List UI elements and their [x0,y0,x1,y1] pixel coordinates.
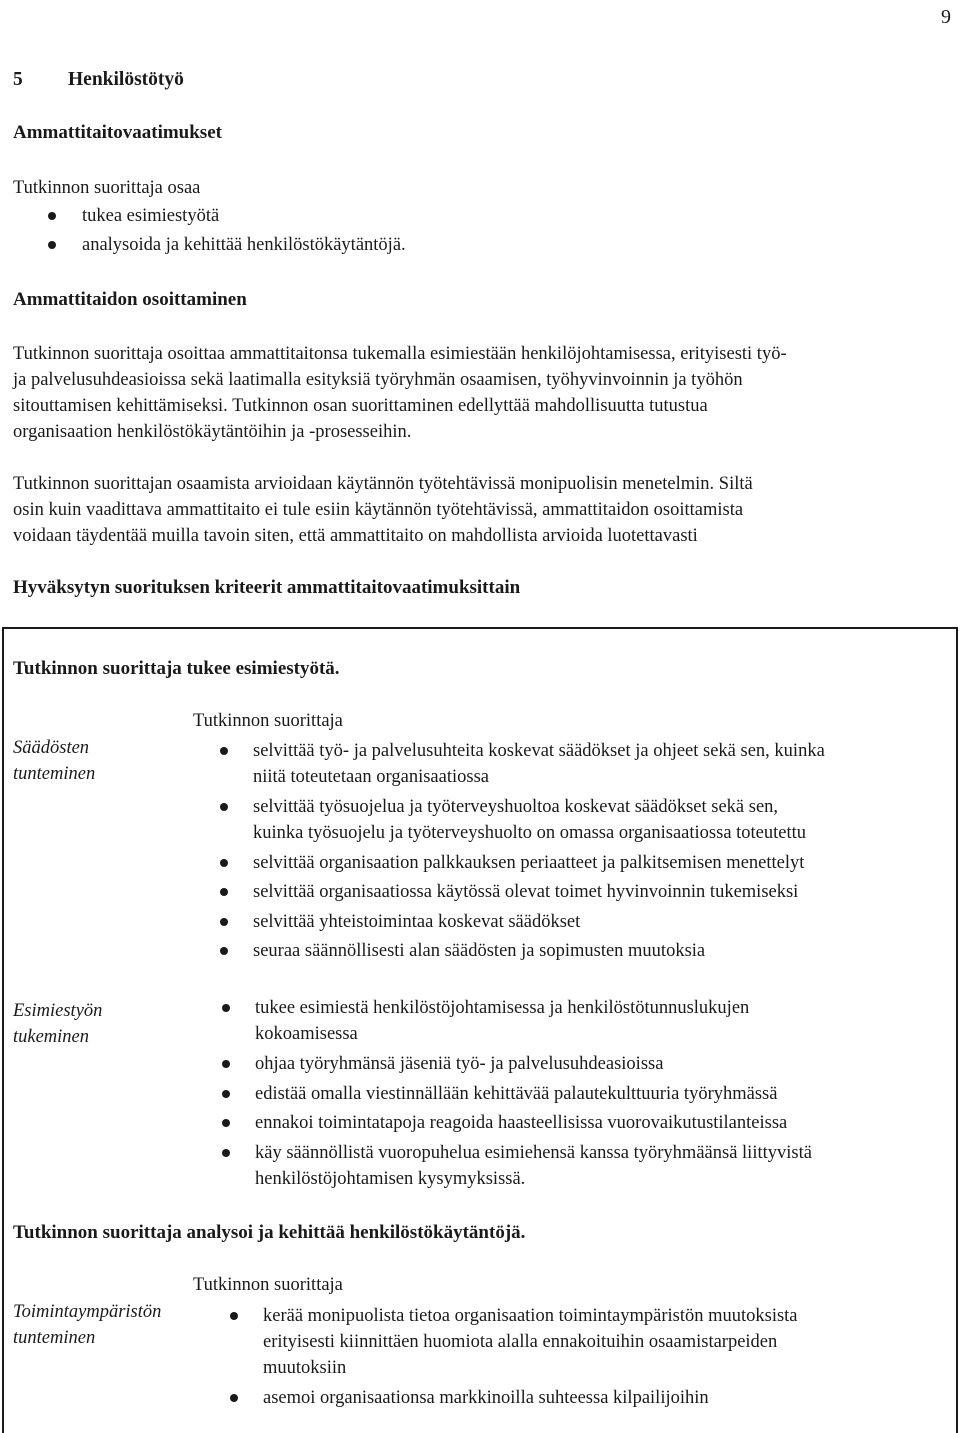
bullet-icon [220,947,228,955]
row-label-toimintaympariston-tunteminen: Toimintaympäristön tunteminen [13,1302,162,1348]
row-label-esimiestyon-tukeminen: Esimiestyön tukeminen [13,1001,103,1047]
row-intro: Tutkinnon suorittaja [193,711,343,731]
page-number: 9 [941,6,951,28]
demonstration-paragraph-2: Tutkinnon suorittajan osaamista arvioidaan käytännön työtehtävissä monipuolisin menetelmin. Siltä osin kuin vaadittava ammattitaito ei tule esiin käytännön työtehtävissä, ammattitaidon osoittamista voidaan täydentää muilla tavoin siten, että ammattitaito on mahdollista arvioida luotettavasti [13,474,753,546]
demonstration-paragraph-1: Tutkinnon suorittaja osoittaa ammattitaitonsa tukemalla esimiestään henkilöjohtamisessa, erityisesti työ- ja palvelusuhdeasioissa sekä laatimalla esityksiä työryhmän osaamisen, työhyvinvoinnin ja työhön sitouttamisen kehittämiseksi. Tutkinnon osan suorittaminen edellyttää mahdollisuutta tutustua organisaation henkilöstökäytäntöihin ja -prosesseihin. [13,344,787,442]
table1-title: Tutkinnon suorittaja tukee esimiestyötä. [13,658,340,679]
bullet-icon [220,859,228,867]
bullet-icon [222,1060,230,1068]
table2-title: Tutkinnon suorittaja analysoi ja kehittää henkilöstökäytäntöjä. [13,1222,526,1243]
requirements-heading: Ammattitaitovaatimukset [13,122,222,143]
bullet-icon [222,1149,230,1157]
section-title: Henkilöstötyö [68,69,184,90]
bullet-icon [220,747,228,755]
section-heading [13,67,184,93]
row-intro: Tutkinnon suorittaja [193,1275,343,1295]
bullet-icon [222,1004,230,1012]
requirements-intro: Tutkinnon suorittaja osaa [13,178,201,198]
section-number: 5 [13,69,23,90]
bullet-icon [48,212,56,220]
bullet-icon [220,918,228,926]
bullet-icon [48,241,56,249]
bullet-icon [222,1090,230,1098]
bullet-icon [230,1312,238,1320]
bullet-icon [220,888,228,896]
criteria-heading: Hyväksytyn suorituksen kriteerit ammattitaitovaatimuksittain [13,577,521,598]
bullet-icon [230,1394,238,1402]
bullet-icon [222,1119,230,1127]
bullet-icon [220,803,228,811]
demonstration-heading: Ammattitaidon osoittaminen [13,289,247,310]
row-label-saadosten-tunteminen: Säädösten tunteminen [13,738,96,784]
